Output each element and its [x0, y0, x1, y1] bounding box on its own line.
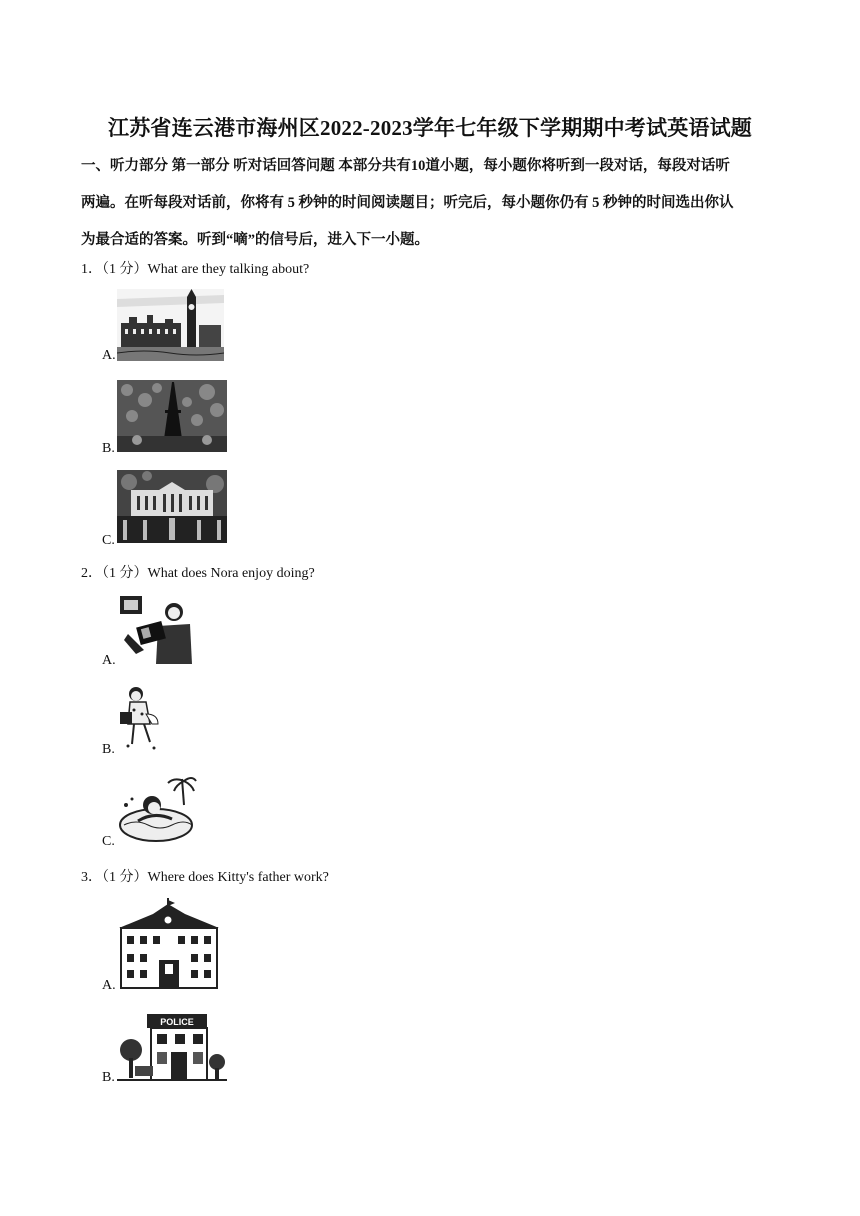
instructions-line-3: 为最合适的答案。听到“嘀”的信号后，进入下一小题。	[81, 232, 429, 248]
question-2-option-a-label: A.	[102, 653, 116, 668]
eiffel-tower-picture[interactable]	[117, 380, 227, 452]
question-1-option-c-label: C.	[102, 533, 115, 548]
question-3-prompt: 3．（1 分）Where does Kitty's father work?	[81, 870, 329, 885]
question-2-option-b-label: B.	[102, 742, 115, 757]
police-sign-text: POLICE	[160, 1017, 194, 1027]
reading-picture[interactable]	[118, 594, 196, 666]
question-3-option-a-label: A.	[102, 978, 116, 993]
question-3-option-b-label: B.	[102, 1070, 115, 1085]
school-building-picture[interactable]	[117, 898, 221, 990]
section-instructions	[81, 148, 781, 259]
instructions-line-2: 两遍。在听每段对话前，你将有 5 秒钟的时间阅读题目；听完后，每小题你仍有 5 秒钟的时间选出你认	[81, 195, 734, 211]
swimming-picture[interactable]	[116, 775, 198, 845]
instructions-line-1: 一、听力部分 第一部分 听对话回答问题 本部分共有10道小题，每小题你将听到一段对话，每段对话听	[81, 158, 730, 174]
question-1-prompt: 1．（1 分）What are they talking about?	[81, 262, 310, 277]
shopping-picture[interactable]	[116, 684, 168, 754]
exam-title: 江苏省连云港市海州区2022-2023学年七年级下学期期中考试英语试题	[108, 116, 752, 140]
question-2-prompt: 2．（1 分）What does Nora enjoy doing?	[81, 566, 315, 581]
big-ben-picture[interactable]	[117, 289, 224, 361]
police-station-picture[interactable]	[117, 1010, 227, 1082]
question-1-option-a-label: A.	[102, 348, 116, 363]
question-2-option-c-label: C.	[102, 834, 115, 849]
white-house-picture[interactable]	[117, 470, 227, 543]
question-1-option-b-label: B.	[102, 441, 115, 456]
